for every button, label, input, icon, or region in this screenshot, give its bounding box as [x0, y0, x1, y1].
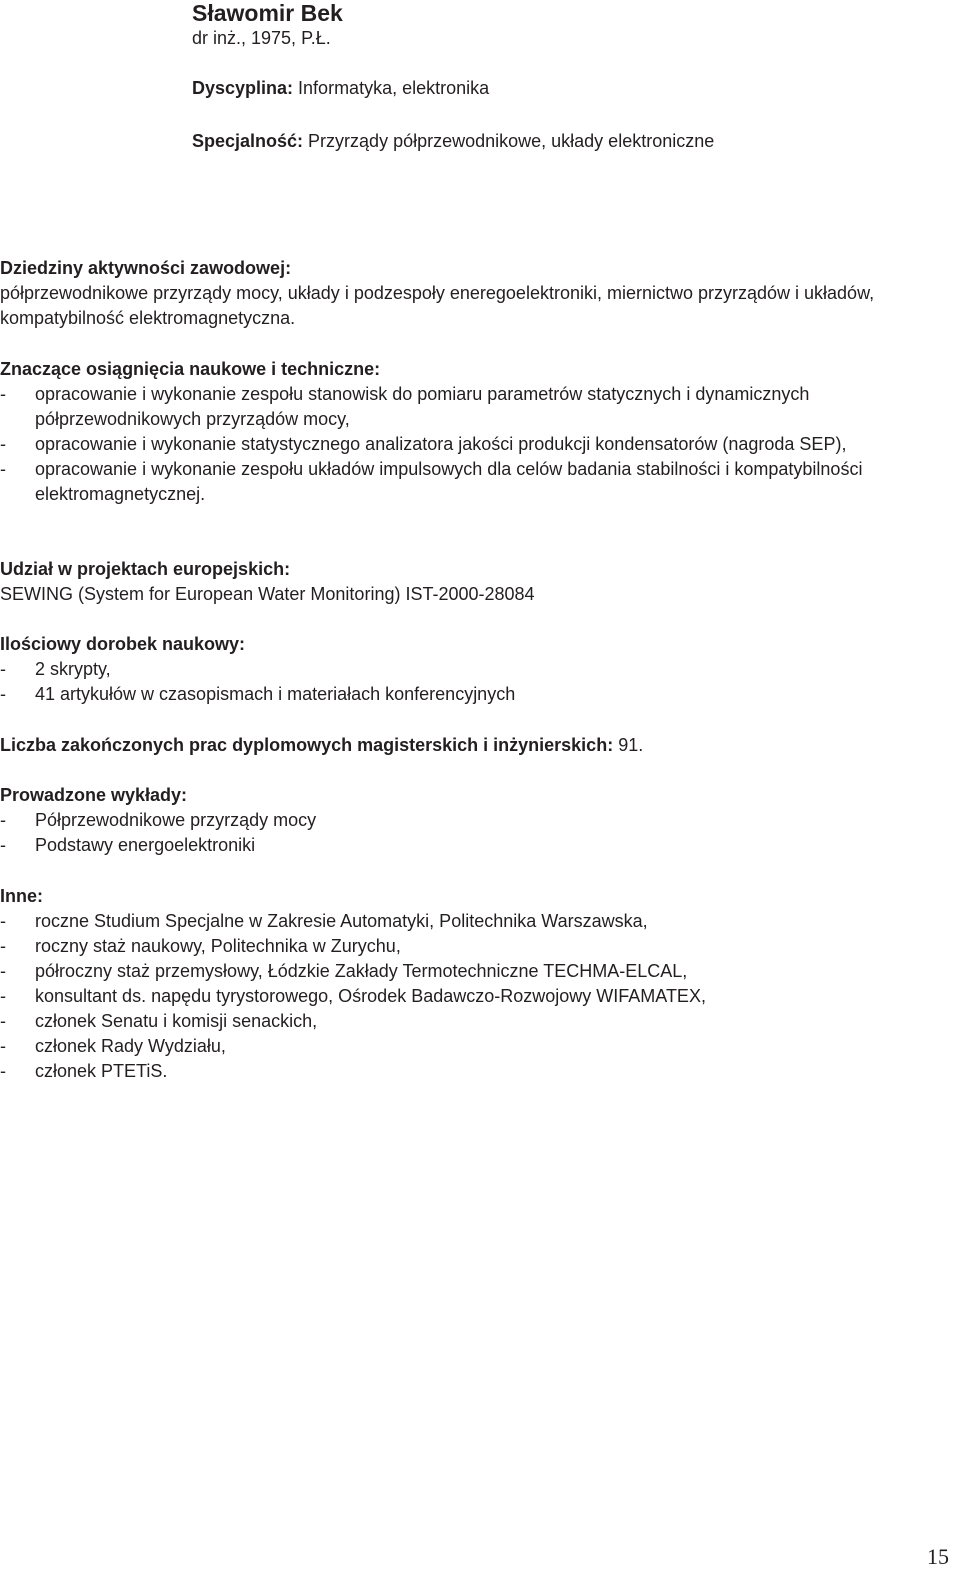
- list-dash: -: [0, 659, 6, 679]
- lectures-section: [0, 783, 930, 858]
- list-dash: -: [0, 384, 6, 404]
- header: [192, 0, 714, 154]
- output-text: 41 artykułów w czasopismach i materiałach konferencyjnych: [35, 684, 516, 704]
- output-item: [0, 682, 930, 707]
- other-text: roczny staż naukowy, Politechnika w Zurychu,: [35, 936, 401, 956]
- list-dash: -: [0, 434, 6, 454]
- other-item: [0, 1034, 930, 1059]
- projects-text: SEWING (System for European Water Monitoring) IST-2000-28084: [0, 584, 535, 604]
- lectures-heading: Prowadzone wykłady:: [0, 785, 188, 805]
- achievement-item: [0, 382, 930, 432]
- list-dash: -: [0, 1061, 6, 1081]
- other-text: członek Rady Wydziału,: [35, 1036, 226, 1056]
- list-dash: -: [0, 835, 6, 855]
- theses-label: Liczba zakończonych prac dyplomowych magisterskich i inżynierskich:: [0, 735, 614, 755]
- other-item: [0, 1009, 930, 1034]
- output-section: [0, 632, 930, 707]
- discipline-value: Informatyka, elektronika: [293, 78, 490, 98]
- achievement-item: [0, 457, 930, 507]
- lecture-item: [0, 833, 930, 858]
- other-text: członek Senatu i komisji senackich,: [35, 1011, 318, 1031]
- list-dash: -: [0, 936, 6, 956]
- list-dash: -: [0, 684, 6, 704]
- lecture-text: Półprzewodnikowe przyrządy mocy: [35, 810, 317, 830]
- other-item: [0, 1059, 930, 1084]
- achievement-item: [0, 432, 930, 457]
- other-section: [0, 884, 930, 1084]
- list-dash: -: [0, 1036, 6, 1056]
- lecture-item: [0, 808, 930, 833]
- page-number: 15: [927, 1544, 949, 1569]
- other-item: [0, 909, 930, 934]
- discipline-label: Dyscyplina:: [192, 78, 294, 98]
- projects-section: [0, 557, 930, 607]
- list-dash: -: [0, 911, 6, 931]
- list-dash: -: [0, 961, 6, 981]
- list-dash: -: [0, 1011, 6, 1031]
- output-text: 2 skrypty,: [35, 659, 111, 679]
- achievement-text: opracowanie i wykonanie statystycznego analizatora jakości produkcji kondensatorów (nagroda SEP),: [35, 434, 847, 454]
- other-item: [0, 934, 930, 959]
- other-heading: Inne:: [0, 886, 43, 906]
- fields-heading: Dziedziny aktywności zawodowej:: [0, 258, 292, 278]
- fields-section: [0, 256, 930, 331]
- other-text: członek PTETiS.: [35, 1061, 168, 1081]
- list-dash: -: [0, 810, 6, 830]
- person-name: Sławomir Bek: [192, 0, 343, 26]
- other-text: konsultant ds. napędu tyrystorowego, Ośrodek Badawczo-Rozwojowy WIFAMATEX,: [35, 986, 706, 1006]
- list-dash: -: [0, 459, 6, 479]
- other-item: [0, 959, 930, 984]
- lecture-text: Podstawy energoelektroniki: [35, 835, 256, 855]
- specialty-label: Specjalność:: [192, 131, 304, 151]
- achievements-heading: Znaczące osiągnięcia naukowe i techniczne:: [0, 359, 381, 379]
- specialty-line: [192, 129, 714, 154]
- achievements-section: [0, 357, 930, 507]
- specialty-value: Przyrządy półprzewodnikowe, układy elektroniczne: [303, 131, 715, 151]
- degree-line: dr inż., 1975, P.Ł.: [192, 28, 331, 48]
- output-item: [0, 657, 930, 682]
- list-dash: -: [0, 986, 6, 1006]
- achievement-text: opracowanie i wykonanie zespołu układów impulsowych dla celów badania stabilności i kompatybilności elektromagnetycznej.: [35, 459, 863, 504]
- other-text: półroczny staż przemysłowy, Łódzkie Zakłady Termotechniczne TECHMA-ELCAL,: [35, 961, 688, 981]
- fields-text: półprzewodnikowe przyrządy mocy, układy i podzespoły eneregoelektroniki, miernictwo przyrządów i układów, kompatybilność elektromagnetyczna.: [0, 283, 875, 328]
- theses-line: [0, 733, 643, 758]
- output-heading: Ilościowy dorobek naukowy:: [0, 634, 246, 654]
- achievement-text: opracowanie i wykonanie zespołu stanowisk do pomiaru parametrów statycznych i dynamicznych półprzewodnikowych przyrządów mocy,: [35, 384, 810, 429]
- discipline-line: [192, 76, 714, 101]
- theses-value: 91.: [613, 735, 644, 755]
- other-item: [0, 984, 930, 1009]
- projects-heading: Udział w projektach europejskich:: [0, 559, 291, 579]
- other-text: roczne Studium Specjalne w Zakresie Automatyki, Politechnika Warszawska,: [35, 911, 648, 931]
